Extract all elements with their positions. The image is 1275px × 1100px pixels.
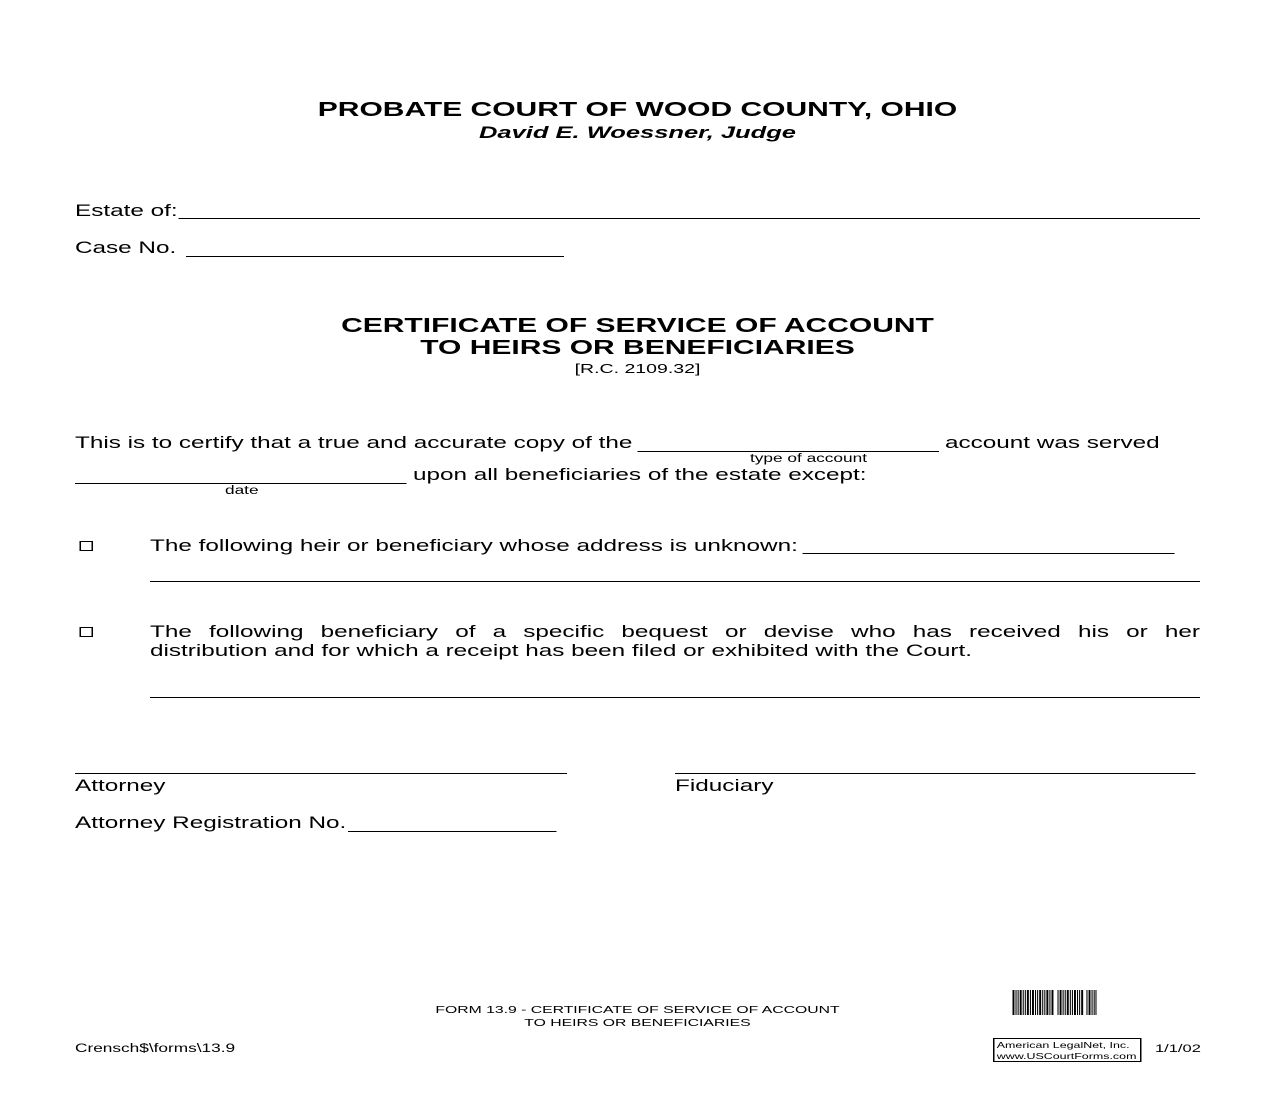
certify-text: This is to certify that a true and accurate copy of the <box>75 434 633 452</box>
footer-form-title-line2: TO HEIRS OR BENEFICIARIES <box>524 1017 751 1029</box>
judge-name: David E. Woessner, Judge <box>478 123 796 142</box>
fiduciary-label: Fiduciary <box>675 777 774 795</box>
file-path: Crensch$\forms\13.9 <box>75 1042 236 1055</box>
unknown-address-label: The following heir or beneficiary whose address is unknown: <box>150 537 798 555</box>
publisher-url: www.USCourtForms.com <box>996 1050 1137 1061</box>
specific-bequest-field[interactable] <box>150 697 1200 698</box>
attorney-signature-field[interactable] <box>75 773 567 774</box>
court-name: PROBATE COURT OF WOOD COUNTY, OHIO <box>317 99 958 121</box>
account-type-caption: type of account <box>750 452 867 465</box>
attorney-registration-field[interactable] <box>348 831 556 832</box>
case-no-field[interactable] <box>186 256 564 257</box>
beneficiaries-text: upon all beneficiaries of the estate except: <box>412 466 867 484</box>
account-type-field[interactable] <box>637 451 939 452</box>
footer-form-title-line1: FORM 13.9 - CERTIFICATE OF SERVICE OF ACCOUNT <box>435 1004 840 1016</box>
service-date-caption: date <box>225 484 259 497</box>
specific-bequest-checkbox[interactable] <box>79 627 93 637</box>
publisher-name: American LegalNet, Inc. <box>996 1040 1130 1050</box>
specific-bequest-text-line1: The following beneficiary of a specific bequest or devise who has received his or her <box>150 623 1200 641</box>
fiduciary-signature-field[interactable] <box>675 773 1195 774</box>
estate-of-label: Estate of: <box>75 202 178 220</box>
estate-of-field[interactable] <box>178 218 1200 219</box>
attorney-registration-label: Attorney Registration No. <box>75 814 347 832</box>
account-served-text: account was served <box>945 434 1160 452</box>
unknown-address-field[interactable] <box>803 553 1174 554</box>
attorney-label: Attorney <box>75 777 166 795</box>
service-date-field[interactable] <box>75 483 406 484</box>
unknown-address-field-line-2[interactable] <box>150 581 1200 582</box>
publisher-box <box>993 1038 1141 1062</box>
revision-date: 1/1/02 <box>1155 1042 1201 1055</box>
barcode <box>1013 990 1097 1015</box>
form-title-line1: CERTIFICATE OF SERVICE OF ACCOUNT <box>341 315 934 337</box>
case-no-label: Case No. <box>75 239 177 257</box>
barcode-bars <box>1013 990 1097 1015</box>
unknown-address-checkbox[interactable] <box>79 541 93 551</box>
specific-bequest-text-line2: distribution and for which a receipt has been filed or exhibited with the Court. <box>150 642 972 660</box>
form-title-line2: TO HEIRS OR BENEFICIARIES <box>420 337 855 359</box>
statute-citation: [R.C. 2109.32] <box>574 361 701 376</box>
